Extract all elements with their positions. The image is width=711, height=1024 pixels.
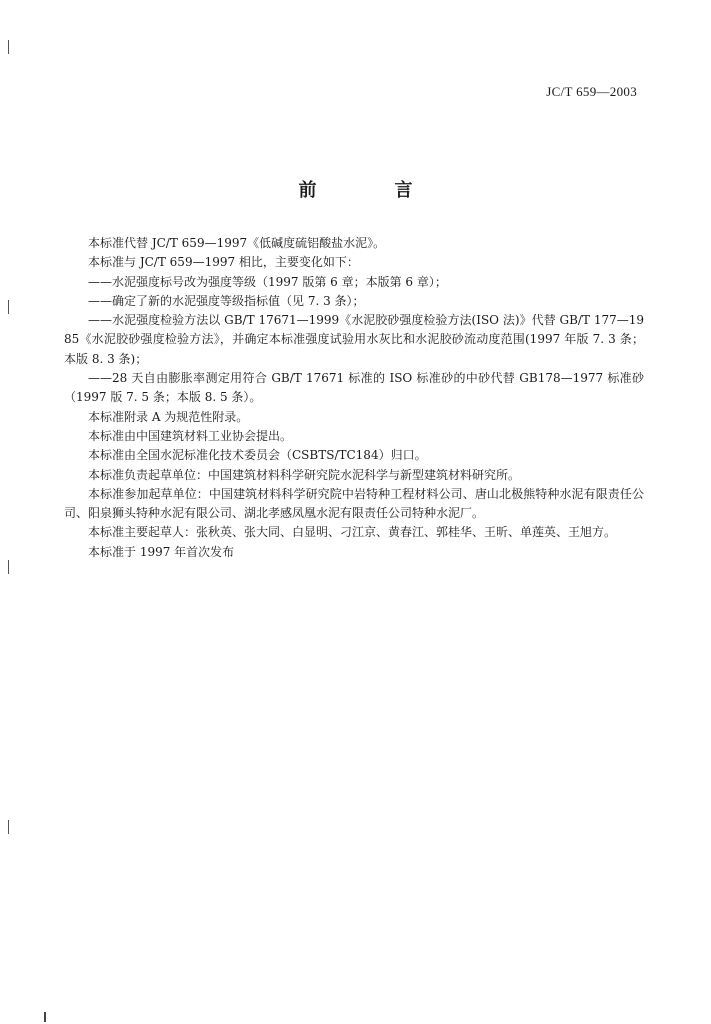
paragraph: 本标准主要起草人：张秋英、张大同、白显明、刁江京、黄春江、郭桂华、王昕、单莲英、王旭方。	[88, 525, 617, 540]
margin-scan-mark	[8, 820, 9, 834]
paragraph: 本标准与 JC/T 659—1997 相比，主要变化如下：	[88, 255, 359, 270]
paragraph: 本标准参加起草单位：中国建筑材料科学研究院中岩特种工程材料公司、唐山北极熊特种水泥有限责任公司、阳泉狮头特种水泥有限公司、湖北孝感凤凰水泥有限责任公司特种水泥厂。	[64, 486, 644, 521]
margin-scan-mark	[8, 40, 9, 54]
change-item: ——水泥强度标号改为强度等级（1997 版第 6 章；本版第 6 章）；	[88, 274, 447, 289]
change-item: ——水泥强度检验方法以 GB/T 17671—1999《水泥胶砂强度检验方法(ISO 法)》代替 GB/T 177—1985《水泥胶砂强度检验方法》，并确定本标准强度试验用水灰比和水泥胶砂流动度范围(1997 年版 7. 3 条；本版 8. 3 条)；	[64, 313, 644, 366]
paragraph: 本标准负责起草单位：中国建筑材料科学研究院水泥科学与新型建筑材料研究所。	[88, 467, 521, 482]
change-item: ——28 天自由膨胀率测定用符合 GB/T 17671 标准的 ISO 标准砂的中砂代替 GB178—1977 标准砂（1997 版 7. 5 条；本版 8. 5 条）。	[64, 371, 644, 405]
scan-tick-mark	[44, 1012, 46, 1022]
paragraph: 本标准附录 A 为规范性附录。	[88, 409, 249, 424]
page-title: 前 言	[298, 180, 443, 201]
change-item: ——确定了新的水泥强度等级指标值（见 7. 3 条）；	[88, 293, 365, 308]
paragraph: 本标准由中国建筑材料工业协会提出。	[88, 428, 293, 443]
paragraph: 本标准由全国水泥标准化技术委员会（CSBTS/TC184）归口。	[88, 448, 427, 463]
margin-scan-mark	[8, 560, 9, 574]
paragraph: 本标准于 1997 年首次发布	[88, 544, 235, 559]
paragraph: 本标准代替 JC/T 659—1997《低碱度硫铝酸盐水泥》。	[88, 236, 386, 250]
standard-code: JC/T 659—2003	[546, 84, 637, 99]
margin-scan-mark	[8, 300, 9, 314]
foreword-body	[64, 234, 644, 562]
